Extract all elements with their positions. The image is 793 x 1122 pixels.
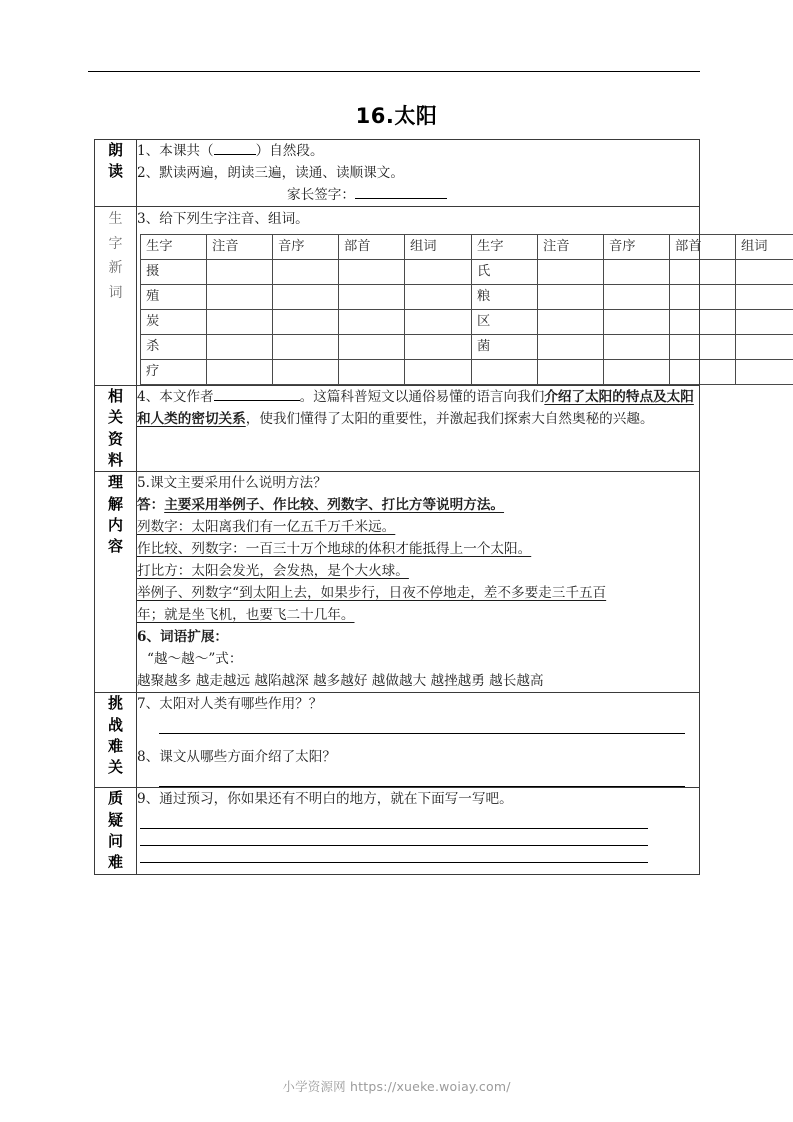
spacer	[137, 812, 699, 828]
vocab-blank-word[interactable]	[736, 310, 793, 335]
section-label-vocabulary-char-0: 生	[108, 211, 123, 228]
section-label-related	[95, 386, 137, 472]
vocab-blank-initial[interactable]	[273, 310, 339, 335]
table-row-challenge	[95, 693, 700, 788]
comprehension-question-6: 6、词语扩展：	[137, 629, 229, 646]
vocab-char-left-0: 摄	[141, 260, 207, 285]
section-body-questioning	[137, 788, 700, 874]
section-label-challenge-char-0: 挑	[107, 694, 123, 713]
vocab-col-header-8: 部首	[670, 235, 736, 260]
spacer	[137, 717, 699, 733]
vocabulary-row	[141, 310, 793, 335]
vocab-blank-word[interactable]	[405, 335, 472, 360]
section-label-related-char-2: 资	[107, 429, 123, 448]
vocab-blank-initial[interactable]	[604, 360, 670, 385]
vocab-col-header-1: 注音	[207, 235, 273, 260]
spacer	[137, 770, 699, 786]
vocab-blank-word[interactable]	[736, 360, 793, 385]
vocab-blank-initial[interactable]	[604, 310, 670, 335]
section-label-vocabulary	[95, 207, 137, 386]
vocab-blank-word[interactable]	[736, 260, 793, 285]
reading-item-1	[137, 140, 699, 162]
section-label-questioning-char-3: 难	[107, 853, 123, 872]
vocab-blank-word[interactable]	[405, 360, 472, 385]
vocab-blank-pinyin[interactable]	[207, 260, 273, 285]
worksheet-table	[94, 139, 768, 875]
reading-item-1-suffix: ）自然段。	[255, 143, 324, 159]
vocab-col-header-7: 音序	[604, 235, 670, 260]
vocab-blank-pinyin[interactable]	[538, 260, 604, 285]
header-divider-rule	[88, 71, 700, 72]
section-label-comprehension-char-1: 解	[107, 494, 123, 513]
comprehension-method-4-line-2: 年；就是坐飞机，也要飞二十几年。	[137, 607, 355, 624]
vocab-blank-radical[interactable]	[670, 260, 736, 285]
vocab-blank-initial[interactable]	[604, 285, 670, 310]
vocab-blank-radical[interactable]	[670, 310, 736, 335]
vocab-blank-radical[interactable]	[670, 335, 736, 360]
section-label-comprehension-char-3: 容	[107, 537, 123, 556]
comprehension-method-1: 列数字：太阳离我们有一亿五千万千米远。	[137, 519, 396, 536]
vocabulary-row	[141, 260, 793, 285]
vocab-blank-pinyin[interactable]	[538, 335, 604, 360]
vocab-char-left-3: 杀	[141, 335, 207, 360]
section-label-comprehension-char-0: 理	[107, 473, 123, 492]
section-label-questioning-char-0: 质	[107, 789, 123, 808]
related-text-b: 。这篇科普短文以通俗易懂的语言向我们	[299, 389, 545, 406]
table-row-reading	[95, 140, 700, 207]
word-pattern-label: “越～越～”式：	[147, 651, 243, 668]
section-label-challenge-char-1: 战	[107, 715, 123, 734]
vocab-blank-initial[interactable]	[604, 335, 670, 360]
vocab-blank-word[interactable]	[405, 310, 472, 335]
vocab-blank-radical[interactable]	[670, 285, 736, 310]
section-label-reading-char-1: 读	[107, 162, 123, 181]
word-pattern-phrases: 越聚越多 越走越远 越陷越深 越多越好 越做越大 越挫越勇 越长越高	[137, 673, 544, 690]
vocab-blank-word[interactable]	[405, 285, 472, 310]
reading-paragraph-blank[interactable]	[214, 154, 256, 155]
section-label-comprehension-char-2: 内	[107, 515, 123, 534]
parent-signature-label: 家长签字：	[287, 187, 355, 204]
vocab-blank-initial[interactable]	[273, 260, 339, 285]
parent-signature-blank[interactable]	[355, 198, 447, 199]
page-title: 16.太阳	[355, 104, 438, 128]
spacer	[137, 734, 699, 746]
vocab-col-header-9: 组词	[736, 235, 793, 260]
vocab-blank-pinyin[interactable]	[207, 335, 273, 360]
section-label-related-char-0: 相	[107, 387, 123, 406]
vocab-blank-radical[interactable]	[339, 360, 405, 385]
spacer	[137, 829, 699, 845]
vocab-blank-initial[interactable]	[273, 360, 339, 385]
related-text-d: ，使我们懂得了太阳的重要性，并激起我们探索大自然奥秘的兴趣。	[245, 411, 654, 428]
section-label-vocabulary-char-3: 词	[108, 284, 123, 301]
site-watermark: 小学资源网 https://xueke.woiay.com/	[282, 1079, 511, 1094]
comprehension-method-2: 作比较、列数字：一百三十万个地球的体积才能抵得上一个太阳。	[137, 541, 532, 558]
comprehension-answer-5	[137, 494, 699, 516]
vocab-char-left-2: 炭	[141, 310, 207, 335]
vocabulary-row	[141, 360, 793, 385]
vocab-blank-pinyin[interactable]	[207, 310, 273, 335]
vocab-blank-radical[interactable]	[339, 310, 405, 335]
table-row-vocabulary	[95, 207, 700, 386]
vocab-blank-radical[interactable]	[339, 285, 405, 310]
author-blank[interactable]	[214, 400, 300, 401]
vocab-char-left-1: 殖	[141, 285, 207, 310]
vocab-char-right-4	[472, 360, 538, 385]
comprehension-method-4-line-1: 举例子、列数字“到太阳上去，如果步行，日夜不停地走，差不多要走三千五百	[137, 585, 607, 602]
related-highlight: 介绍了太阳的特点及太阳和人类的密切关系	[137, 389, 694, 428]
vocab-col-header-3: 部首	[339, 235, 405, 260]
section-label-challenge-char-2: 难	[107, 737, 123, 755]
vocab-blank-radical[interactable]	[339, 260, 405, 285]
challenge-question-8: 8、课文从哪些方面介绍了太阳？	[137, 749, 336, 766]
vocabulary-header-row	[141, 235, 793, 260]
answer-5-prefix: 答：	[137, 497, 165, 514]
vocab-blank-word[interactable]	[736, 335, 793, 360]
vocab-blank-pinyin[interactable]	[538, 310, 604, 335]
vocab-col-header-4: 组词	[405, 235, 472, 260]
vocab-col-header-6: 注音	[538, 235, 604, 260]
vocab-blank-radical[interactable]	[339, 335, 405, 360]
reading-item-2-text: 2、默读两遍，朗读三遍，读通、读顺课文。	[137, 165, 404, 182]
challenge-question-7: 7、太阳对人类有哪些作用？？	[137, 696, 323, 713]
section-label-challenge	[95, 693, 137, 788]
vocab-char-right-0: 氏	[472, 260, 538, 285]
comprehension-question-5: 5.课文主要采用什么说明方法？	[137, 475, 327, 492]
reading-item-1-prefix: 1、本课共（	[137, 143, 214, 159]
reading-item-2	[137, 162, 699, 206]
section-body-comprehension	[137, 472, 700, 693]
vocabulary-row	[141, 335, 793, 360]
section-body-vocabulary	[137, 207, 768, 386]
vocab-char-right-1: 粮	[472, 285, 538, 310]
vocab-blank-pinyin[interactable]	[207, 360, 273, 385]
vocab-char-right-2: 区	[472, 310, 538, 335]
questioning-question-9: 9、通过预习，你如果还有不明白的地方，就在下面写一写吧。	[137, 791, 513, 808]
vocab-blank-pinyin[interactable]	[538, 285, 604, 310]
vocab-blank-radical[interactable]	[670, 360, 736, 385]
vocab-blank-initial[interactable]	[273, 335, 339, 360]
related-text-a: 4、本文作者	[137, 389, 214, 406]
vocab-col-header-5: 生字	[472, 235, 538, 260]
vocab-blank-word[interactable]	[405, 260, 472, 285]
table-row-related	[95, 386, 700, 472]
vocabulary-grid	[140, 234, 793, 385]
spacer	[137, 863, 699, 871]
vocab-blank-initial[interactable]	[273, 285, 339, 310]
vocab-col-header-0: 生字	[141, 235, 207, 260]
section-label-related-char-3: 料	[107, 450, 123, 469]
answer-5-text: 主要采用举例子、作比较、列数字、打比方等说明方法。	[164, 497, 505, 514]
related-paragraph	[137, 386, 699, 430]
section-body-related	[137, 386, 700, 472]
vocab-blank-pinyin[interactable]	[207, 285, 273, 310]
section-label-related-char-1: 关	[107, 408, 123, 427]
section-body-reading	[137, 140, 700, 207]
vocab-char-left-4: 疗	[141, 360, 207, 385]
section-label-comprehension	[95, 472, 137, 693]
section-label-questioning-char-2: 问	[107, 832, 123, 851]
vocab-char-right-3: 菌	[472, 335, 538, 360]
section-label-vocabulary-char-2: 新	[108, 260, 123, 277]
section-label-reading-char-0: 朗	[107, 141, 123, 159]
vocab-blank-pinyin[interactable]	[538, 360, 604, 385]
section-label-questioning	[95, 788, 137, 874]
vocabulary-instruction: 3、给下列生字注音、组词。	[137, 211, 309, 228]
spacer	[137, 846, 699, 862]
section-label-questioning-char-1: 疑	[107, 810, 123, 829]
table-row-comprehension	[95, 472, 700, 693]
table-row-questioning	[95, 788, 700, 874]
vocab-blank-initial[interactable]	[604, 260, 670, 285]
vocab-col-header-2: 音序	[273, 235, 339, 260]
section-body-challenge	[137, 693, 700, 788]
parent-signature-group	[287, 184, 447, 206]
section-label-challenge-char-3: 关	[107, 758, 123, 777]
section-label-reading	[95, 140, 137, 207]
comprehension-method-3: 打比方：太阳会发光，会发热，是个大火球。	[137, 563, 409, 580]
section-label-vocabulary-char-1: 字	[108, 235, 123, 252]
vocabulary-row	[141, 285, 793, 310]
vocab-blank-word[interactable]	[736, 285, 793, 310]
